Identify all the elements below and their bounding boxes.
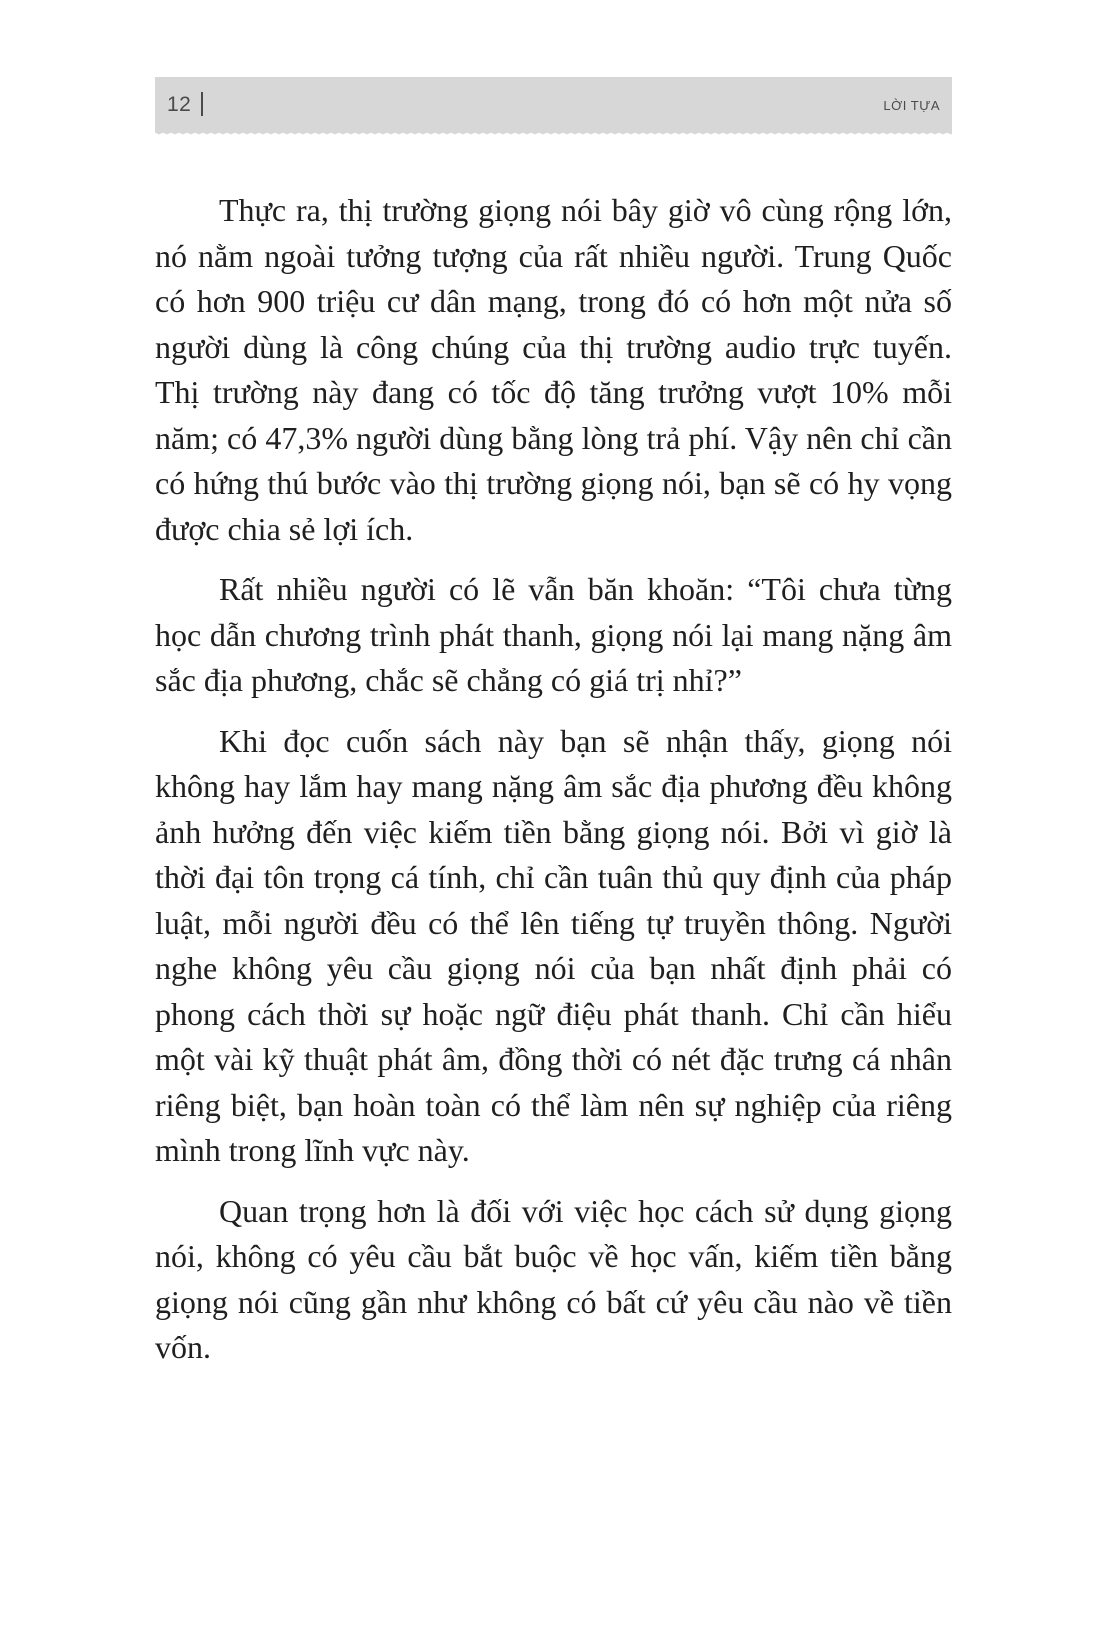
paragraph: Rất nhiều người có lẽ vẫn băn khoăn: “Tôi chưa từng học dẫn chương trình phát thanh, giọng nói lại mang nặng âm sắc địa phương, chắc sẽ chẳng có giá trị nhỉ?” bbox=[155, 571, 952, 698]
paragraph: Thực ra, thị trường giọng nói bây giờ vô cùng rộng lớn, nó nằm ngoài tưởng tượng của rất nhiều người. Trung Quốc có hơn 900 triệu cư dân mạng, trong đó có hơn một nửa số người dùng là công chúng của thị trường audio trực tuyến. Thị trường này đang có tốc độ tăng trưởng vượt 10% mỗi năm; có 47,3% người dùng bằng lòng trả phí. Vậy nên chỉ cần có hứng thú bước vào thị trường giọng nói, bạn sẽ có hy vọng được chia sẻ lợi ích. bbox=[155, 192, 952, 547]
header-divider bbox=[201, 92, 203, 116]
body-text bbox=[155, 188, 952, 1386]
page-header bbox=[155, 77, 952, 133]
paragraph: Quan trọng hơn là đối với việc học cách sử dụng giọng nói, không có yêu cầu bắt buộc về học vấn, kiếm tiền bằng giọng nói cũng gần như không có bất cứ yêu cầu nào về tiền vốn. bbox=[155, 1192, 952, 1365]
paragraph: Khi đọc cuốn sách này bạn sẽ nhận thấy, giọng nói không hay lắm hay mang nặng âm sắc địa phương đều không ảnh hưởng đến việc kiếm tiền bằng giọng nói. Bởi vì giờ là thời đại tôn trọng cá tính, chỉ cần tuân thủ quy định của pháp luật, mỗi người đều có thể lên tiếng tự truyền thông. Người nghe không yêu cầu giọng nói của bạn nhất định phải có phong cách thời sự hoặc ngữ điệu phát thanh. Chỉ cần hiểu một vài kỹ thuật phát âm, đồng thời có nét đặc trưng cá nhân riêng biệt, bạn hoàn toàn có thể làm nên sự nghiệp của riêng mình trong lĩnh vực này. bbox=[155, 722, 952, 1168]
page-number: 12 bbox=[167, 93, 192, 116]
section-title: LỜI TỰA bbox=[883, 98, 940, 113]
